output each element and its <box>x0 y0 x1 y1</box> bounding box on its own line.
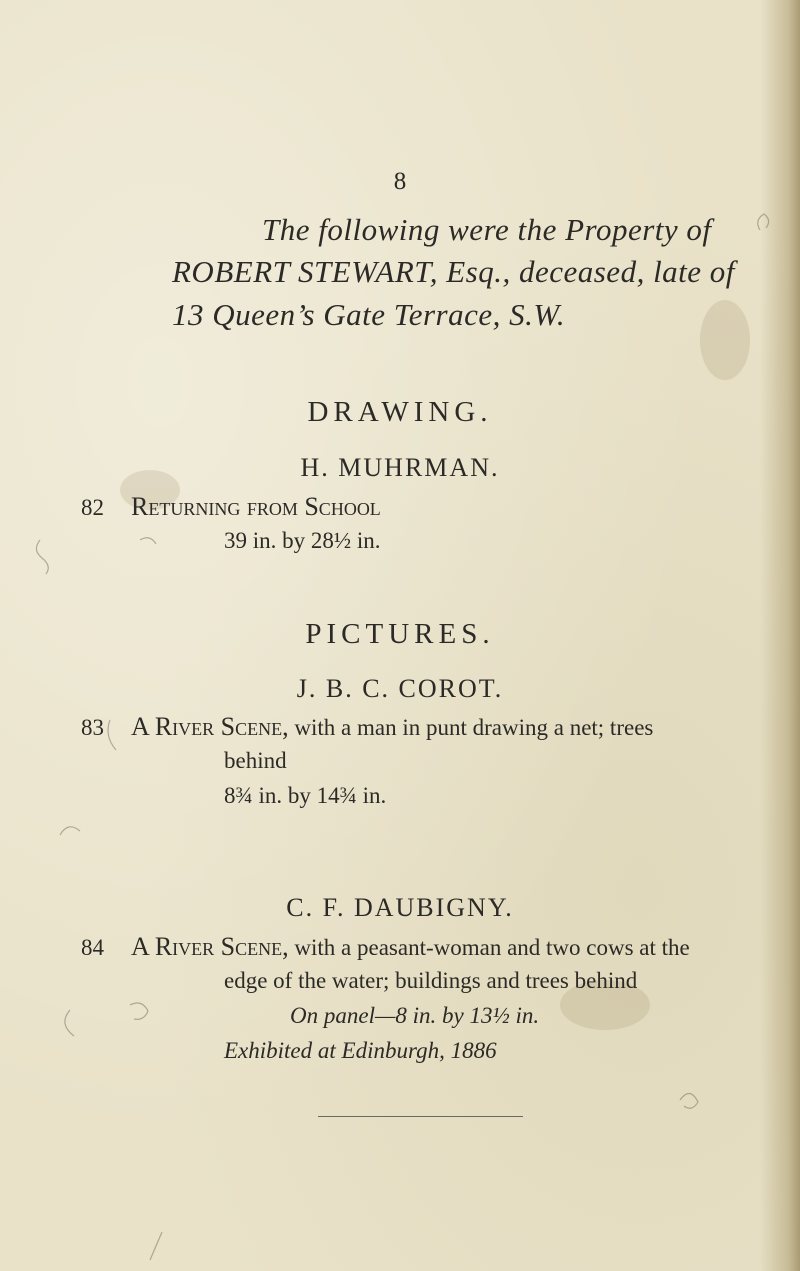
owner-name: ROBERT STEWART, <box>172 254 438 289</box>
lot-number: 82 <box>81 495 104 520</box>
lot-83-description-cont: behind <box>224 748 287 773</box>
lot-number: 84 <box>81 935 104 960</box>
lot-84-medium-dimensions: On panel—8 in. by 13½ in. <box>290 1003 540 1028</box>
lot-title: A River Scene, <box>131 712 289 741</box>
dimensions-text: 39 in. by 28½ in. <box>224 528 381 553</box>
lot-84-description-cont: edge of the water; buildings and trees behind <box>224 968 638 993</box>
owner-details: Esq., deceased, late of <box>446 254 735 289</box>
intro-line-1: The following were the Property of <box>262 212 712 247</box>
page-number: 8 <box>393 168 407 195</box>
lot-description: with a peasant-woman and two cows at the <box>294 935 690 960</box>
section-heading-pictures: PICTURES. <box>305 618 495 650</box>
lot-83-dimensions: 8¾ in. by 14¾ in. <box>224 783 387 808</box>
lot-title: A River Scene, <box>131 932 289 961</box>
lot-description: with a man in punt drawing a net; trees <box>294 715 654 740</box>
artist-corot: J. B. C. COROT. <box>296 674 504 703</box>
section-heading-drawing: DRAWING. <box>307 396 493 428</box>
lot-84-exhibited: Exhibited at Edinburgh, 1886 <box>224 1038 497 1063</box>
intro-line-3: 13 Queen’s Gate Terrace, S.W. <box>172 297 566 332</box>
lot-number: 83 <box>81 715 104 740</box>
artist-daubigny: C. F. DAUBIGNY. <box>286 893 514 922</box>
artist-muhrman: H. MUHRMAN. <box>300 453 500 482</box>
lot-title: Returning from School <box>131 492 381 521</box>
